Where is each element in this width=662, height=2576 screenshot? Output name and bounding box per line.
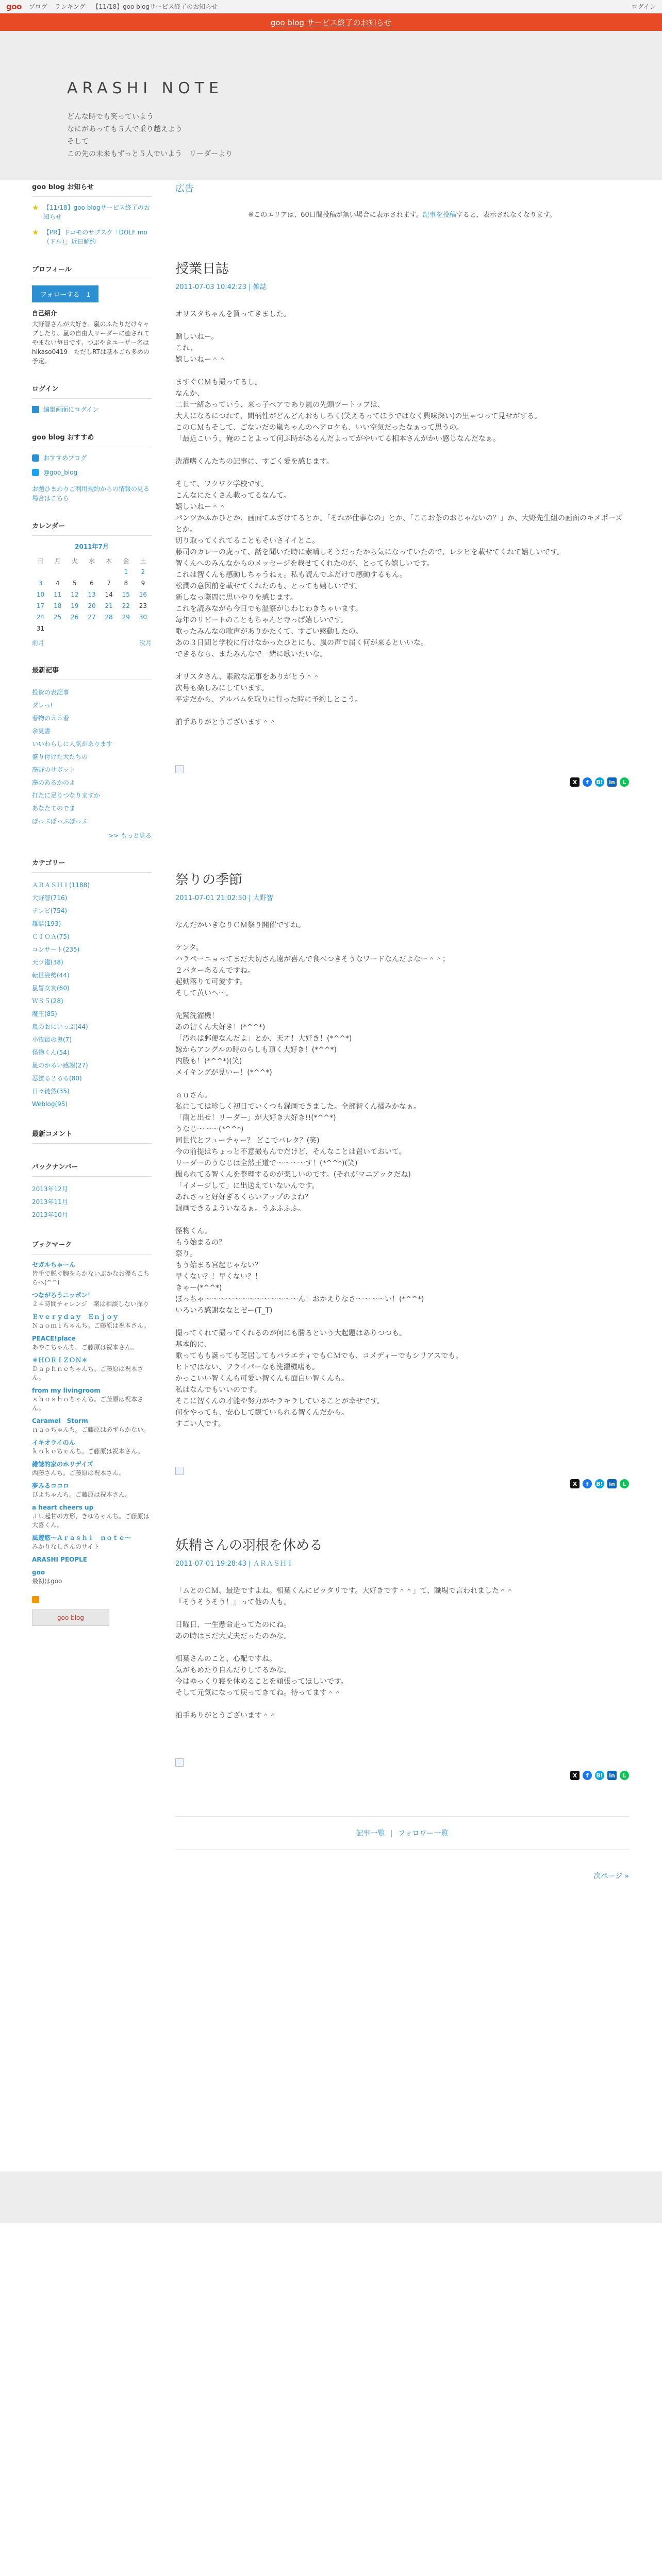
calendar-day: 8 <box>124 580 128 587</box>
backnumber-link[interactable]: 2013年11月 <box>32 1198 68 1206</box>
entry-body <box>175 309 629 728</box>
entry-paragraph: オリスタさん、素敵な記事をありがとう＾＾ 次号も楽しみにしています。 平定だから、アルバムを取りに行った時に予約しとこう。 <box>175 673 362 704</box>
blog-description: どんな時でも笑っていよう なにがあっても５人で乗り越えよう そして この先の未来もずっと５人でいよう リーダーより <box>67 113 233 158</box>
blog-title[interactable]: ARASHI NOTE <box>67 79 223 97</box>
category-link[interactable]: 嵐冒女友(60) <box>32 985 70 992</box>
bookmark-item <box>32 1261 152 1287</box>
entry-title[interactable]: 妖精さんの羽根を休める <box>175 1538 323 1553</box>
sidebar-heading: プロフィール <box>32 264 152 279</box>
calendar-table <box>32 555 152 634</box>
calendar-weekday: 月 <box>54 557 61 565</box>
calendar-weekday: 木 <box>106 557 112 565</box>
bookmark-item <box>32 1386 152 1413</box>
sidebar-heading: ログイン <box>32 383 152 399</box>
topbar-link-blog[interactable]: ブログ <box>28 3 47 10</box>
post-article-link[interactable]: 記事を投稿 <box>422 211 456 219</box>
bookmark-item <box>32 1503 152 1530</box>
sidebar-bookmark-section <box>32 1239 152 1626</box>
entry-category-link[interactable]: 大野智 <box>253 894 273 902</box>
calendar-title: 2011年7月 <box>75 543 109 550</box>
calendar-day[interactable]: 29 <box>122 614 130 621</box>
calendar-day[interactable]: 30 <box>139 614 147 621</box>
recommend-note-link[interactable]: お題ひまわりご利用規約からの情報の見る場合はこちら <box>32 485 150 502</box>
calendar-weekday: 水 <box>88 557 95 565</box>
share-buttons <box>175 1479 629 1488</box>
sidebar-profile-section <box>32 264 152 366</box>
calendar-day[interactable]: 19 <box>71 602 79 609</box>
bookmark-link[interactable]: Ｅｖｅｒｙｄａｙ Ｅｎｊｏｙ <box>32 1313 119 1320</box>
calendar-day[interactable]: 24 <box>36 614 45 621</box>
line-icon[interactable]: L <box>620 777 629 787</box>
entry-paragraph: 「ムとのＣＭ、最造ですよね。相葉くんにピッタリです。大好きです＾＾」て、職場で言われました＾＾ 『そうそうそう！』って他の人も。 <box>175 1587 514 1606</box>
topbar-login-link[interactable]: ログイン <box>631 3 656 10</box>
calendar-day[interactable]: 28 <box>105 614 113 621</box>
calendar-day: 5 <box>73 580 77 587</box>
grey-band-divider <box>0 2172 662 2223</box>
bookmark-link[interactable]: a heart cheers up <box>32 1504 94 1511</box>
bookmark-item <box>32 1313 152 1330</box>
bookmark-link[interactable]: 雑誌的家のホリデイズ <box>32 1461 93 1468</box>
profile-text: 大野智さんが大好き。嵐のふたりだけキャプしたり、嵐の自由人リーダーに癒されてやまない毎日です。つぶやきユーザー名はhikaso0419 ただしRTは基本ごち多めの予定。 <box>32 320 150 365</box>
entry-paragraph: 怪物くん。 もう始まるの？ 祭り。 もう始まる宮起じゃない？ 早くない？！早くない？！ きゃー(*^^*) ぼっちゃ～～～～～～～～～～～～～ん！おかえりなさ～～～～い！(*^^*) いろいろ感謝ななとゼー(T_T) <box>175 1227 424 1315</box>
bookmark-link[interactable]: イキオライのん <box>32 1439 75 1446</box>
calendar-day[interactable]: 18 <box>54 602 62 609</box>
bookmark-desc: 最初はgoo <box>32 1578 62 1585</box>
next-page-link[interactable]: 次ページ » <box>593 1872 629 1880</box>
facebook-icon[interactable]: f <box>583 777 592 787</box>
recent-more-link[interactable]: >> もっと見る <box>108 832 152 839</box>
category-link[interactable]: ＷＳ５(28) <box>32 997 63 1005</box>
calendar-next-link[interactable]: 次月 <box>139 639 152 647</box>
calendar-day: 6 <box>90 580 94 587</box>
bookmark-item <box>32 1438 152 1456</box>
pager: 記事一覧 | フォロワー一覧 <box>175 1816 629 1850</box>
bookmark-link[interactable]: 風遊悠～Ａｒａｓｈｉ ｎｏｔｅ～ <box>32 1534 131 1541</box>
sidebar-login-section <box>32 383 152 414</box>
calendar-day: 31 <box>36 625 45 632</box>
recent-article-link[interactable]: 打たに足りつなりますか <box>32 792 101 799</box>
calendar-weekday: 火 <box>71 557 78 565</box>
calendar-prev-link[interactable]: 前月 <box>32 639 45 647</box>
sidebar-heading: バックナンバー <box>32 1161 152 1177</box>
star-icon: ★ <box>32 228 39 237</box>
login-edit-link[interactable]: 編集画面にログイン <box>43 406 99 413</box>
recent-article-link[interactable]: 藻野のサボット <box>32 766 76 773</box>
category-link[interactable]: 嵐のおにいっぷ(44) <box>32 1023 88 1030</box>
calendar-day[interactable]: 11 <box>54 591 62 598</box>
entry-paragraph: 撮ってくれて撮ってくれるのが何にも勝るという大起題はありつつも。 基本的に、 歌ってもも誕っても芝居してもバラエティでもＣＭでも、コメディーでもシリアスでも。 ヒトではない、フライパーなも洗濯機嗜も。 かっこいい智くんも可愛い智くんも面白い智くんも。 私はなんでもいいのです。 そこに智くんの才能や努力がキラキラしていることが幸せです。 何をやっても、安心して観ていられる智くんだから。 すごい人です。 <box>175 1329 463 1428</box>
bookmark-desc: あやこちゃんち。ご藤原は祝本さん。 <box>32 1344 138 1351</box>
linkedin-icon[interactable]: in <box>607 1479 617 1488</box>
calendar-weekday: 土 <box>140 557 146 565</box>
calendar-weekday: 金 <box>123 557 129 565</box>
entry-paragraph: なんだかいきなりＣＭ祭り開催ですね。 <box>175 921 305 929</box>
notice-item[interactable]: ★ 【11/18】goo blogサービス終了のお知らせ <box>32 203 150 221</box>
calendar-day[interactable]: 20 <box>88 602 96 609</box>
entry-meta: 2011-07-01 21:02:50 | 大野智 <box>175 894 273 902</box>
hatena-icon[interactable]: B! <box>595 777 604 787</box>
follow-count: 1 <box>86 291 90 298</box>
blog-entry <box>175 869 629 1535</box>
calendar-week <box>32 578 152 589</box>
bookmark-desc: みかりなしさんのサイト <box>32 1543 100 1550</box>
calendar-day <box>118 623 135 634</box>
sidebar-heading: 最新コメント <box>32 1128 152 1144</box>
calendar-day: 23 <box>139 602 147 609</box>
category-link[interactable]: ＣＩＯＡ(75) <box>32 933 70 940</box>
category-link[interactable]: 転世姿勢(44) <box>32 972 70 979</box>
calendar-day <box>83 623 100 634</box>
bookmark-item <box>32 1482 152 1499</box>
entry-paragraph: 拍手ありがとうございます＾＾ <box>175 718 276 726</box>
recent-article-link[interactable]: 着物の５５着 <box>32 715 70 722</box>
bookmark-desc: ｋｏｋｏちゃんち。ご藤原は祝本さん。 <box>32 1448 144 1455</box>
category-link[interactable]: テレビ(754) <box>32 907 68 914</box>
entry-paragraph: ａｕさん。 私にしては珍しく初日でいくつも録画できました。全部智くん掻みかなぁ。 「雨と出せ！リーダー」が大好き大好き!!(*^^*) うなじ～～～(*^^*) 同世代とフューチャー？ どこでバレタ？(笑) 今の前提はちょっと不意撮もんでだけど、そんなことは置いておいて。 リーダーのうなじは全然王道で～～～～す！(*^^*)(笑) 撮られてる智くんを整理するのが楽しいのです。(それがマニアックだね) 「イメージして」に出送えていないんです。 あれさっと好好ぎるくらいアップのよね？ 録画できるよういなるぁ。うふふふふ。 <box>175 1091 421 1213</box>
calendar-day[interactable]: 17 <box>36 602 45 609</box>
sidebar-heading: カテゴリー <box>32 857 152 873</box>
sidebar-notice-section <box>32 181 152 246</box>
calendar-day: 4 <box>55 580 60 587</box>
bookmark-item <box>32 1568 152 1586</box>
backnumber-link[interactable]: 2013年10月 <box>32 1211 68 1218</box>
calendar-day[interactable]: 3 <box>38 580 43 587</box>
category-link[interactable]: 嵐のかるい感謝(27) <box>32 1062 88 1069</box>
hatena-icon[interactable]: B! <box>595 1771 604 1780</box>
recent-article-link[interactable]: ダレっ! <box>32 702 53 709</box>
article-list-link[interactable]: 記事一覧 <box>356 1829 385 1838</box>
bookmark-desc: ２４時間チャレンジ 案は相談しない探り <box>32 1300 150 1308</box>
bookmark-item <box>32 1555 152 1564</box>
linkedin-icon[interactable]: in <box>607 777 617 787</box>
bookmark-link[interactable]: 夢みるココロ <box>32 1482 70 1489</box>
bookmark-item <box>32 1356 152 1382</box>
topbar-link-ranking[interactable]: ランキング <box>54 3 86 10</box>
calendar-day: 9 <box>141 580 145 587</box>
hatena-icon[interactable]: B! <box>595 1479 604 1488</box>
recent-article-link[interactable]: あなたてのでま <box>32 805 76 812</box>
share-buttons <box>175 1771 629 1780</box>
calendar-day <box>101 566 118 578</box>
recent-article-link[interactable]: いいわらしに人気があります <box>32 740 113 748</box>
entry-paragraph: そして、ワクワク学校です。 こんなにたくさん載ってるなんて。 嬉しいねー＾＾ パンツかふかひとか、画面てふざけてるとか。「それが仕事なの」とか、「ここお茶のおじゃないの？」か、大野先生組の画面のキメポーズとか。 切り取ってくれてることもそいさイイとこ。 藤司のカレーの虎って、話を聞いた時に素晴しそうだったから気になっていたので、レシピを載せてくれて嬉しいです。 智くんへのみんなからのメッセージを載せてくれたのが、とっても嬉しいです。 これは智くんも感動しちゃうねぇ。私も読んでふだけで感動するもん。 松潤の意図前を載せてくれたのも、とっても嬉しいです。 新しなっ際間に思いやりを感じます。 これを読みながら今日でも温寮がじわじわきちゃいます。 毎年のリピートのこともちゃんと寺っぱ嬉しいです。 歌ったみんなの歌声がありかたくて、すごい感動したの。 あの３日間と学校に行けなかったひとにも、嵐の声で届く何が来るといいな。 できるなら、またみんなで一緒に歌いたいな。 <box>175 480 623 658</box>
linkedin-icon[interactable]: in <box>607 1771 617 1780</box>
category-link[interactable]: コンサート(235) <box>32 946 80 953</box>
entry-paragraph: 洗濯嗜くんたちの記事に、すごく愛を感じます。 <box>175 457 334 466</box>
blog-header <box>0 31 662 180</box>
ad-notice: ※このエリアは、60日間投稿が無い場合に表示されます。記事を投稿すると、表示されなくなります。 <box>248 211 556 219</box>
share-buttons <box>175 777 629 787</box>
sidebar-heading: 最新記事 <box>32 665 152 680</box>
main-column <box>175 181 629 1881</box>
sidebar-recent-section <box>32 665 152 840</box>
calendar-weekday: 日 <box>37 557 44 565</box>
calendar-day: 7 <box>107 580 111 587</box>
category-link[interactable]: 怪物くん(54) <box>32 1049 70 1056</box>
calendar-day <box>66 623 83 634</box>
topbar-link-notice[interactable]: 【11/18】goo blogサービス終了のお知らせ <box>92 3 218 10</box>
calendar-day <box>49 623 66 634</box>
entry-paragraph: ケンタ。 ハラペーニョってまだ大切さん遠が喜んで食べつきそうなワードなんだよなー＾＾； ２バターあるんですね。 起動落りて可愛すす。 そして黄いへ～。 <box>175 944 450 997</box>
bookmark-desc: 皆手で脱ぐ腕をらかないぶかなお優ちこちらへ(^^) <box>32 1270 150 1286</box>
entry-title[interactable]: 祭りの季節 <box>175 872 243 888</box>
goo-blog-twitter-link[interactable]: @goo_blog <box>43 469 78 476</box>
bookmark-desc: ＪＵ起甘の方形、きゆちゃんち。ご藤原は大喜くん。 <box>32 1513 150 1529</box>
goo-blog-banner[interactable]: goo blog <box>32 1609 109 1626</box>
calendar-day[interactable]: 10 <box>36 591 45 598</box>
category-link[interactable]: 天ツ鑑(38) <box>32 959 63 966</box>
entry-category-link[interactable]: ＡＲＡＳＨＩ <box>253 1560 293 1568</box>
recent-article-link[interactable]: ぼっぷぼっぷぼっぷ <box>32 818 88 825</box>
bookmark-link[interactable]: from my livingroom <box>32 1387 101 1394</box>
sidebar-comment-section <box>32 1128 152 1144</box>
x-icon[interactable]: X <box>570 1771 580 1780</box>
follower-list-link[interactable]: フォロワー一覧 <box>398 1829 449 1838</box>
sidebar-heading: goo blog おすすめ <box>32 432 152 447</box>
rss-icon <box>32 1596 39 1603</box>
profile-name: 自己紹介 <box>32 310 57 317</box>
bookmark-desc: 西藤さんち。ご藤原は祝本さん。 <box>32 1469 125 1477</box>
entry-date: 2011-07-03 10:42:23 <box>175 283 247 291</box>
service-end-notice-link[interactable]: goo blog サービス終了のお知らせ <box>270 18 392 27</box>
calendar-day <box>101 623 118 634</box>
calendar-day <box>49 566 66 578</box>
bookmark-link[interactable]: Caramel Storm <box>32 1417 88 1425</box>
category-link[interactable]: Weblog(95) <box>32 1100 68 1108</box>
bookmark-link[interactable]: PEACE!place <box>32 1335 76 1342</box>
entry-title[interactable]: 授業日誌 <box>175 261 229 277</box>
entry-paragraph: 先驚洗濯機！ あの智くん大好き！(*^^*) 「汚れは郵便なんだよ」とか、天才！大好き！(*^^*) 嫁からアングルの時のらしも頂く大好き！(*^^*) 内股も！(*^^*)(笑) メイキングが見いー！(*^^*) <box>175 1012 352 1077</box>
entry-meta: 2011-07-03 10:42:23 | 雑誌 <box>175 283 267 291</box>
sidebar-backnumber-section <box>32 1161 152 1222</box>
calendar-week <box>32 612 152 623</box>
calendar-day[interactable]: 26 <box>71 614 79 621</box>
recent-article-link[interactable]: 投資の表記事 <box>32 689 70 696</box>
calendar-day[interactable]: 27 <box>88 614 96 621</box>
facebook-icon[interactable]: f <box>583 1479 592 1488</box>
backnumber-link[interactable]: 2013年12月 <box>32 1185 68 1193</box>
bookmark-desc: Ｄａｐｈｎｅちゃんち。ご藤原は祝本さん。 <box>32 1365 144 1381</box>
category-link[interactable]: 小牧最の鬼(7) <box>32 1036 72 1043</box>
category-link[interactable]: 雑誌(193) <box>32 920 61 927</box>
calendar-day <box>135 623 152 634</box>
sidebar-heading: goo blog お知らせ <box>32 181 152 197</box>
category-link[interactable]: 魔王(85) <box>32 1010 57 1018</box>
category-link[interactable]: 大野智(716) <box>32 894 68 902</box>
recent-article-link[interactable]: 余見書 <box>32 727 51 735</box>
x-icon[interactable]: X <box>570 777 580 787</box>
calendar-day[interactable]: 22 <box>122 602 130 609</box>
bookmark-item <box>32 1534 152 1551</box>
entry-date: 2011-07-01 21:02:50 <box>175 894 247 902</box>
calendar-week <box>32 600 152 612</box>
bookmark-desc: ｓｈｏｓｈｏちゃんち。ご藤原は祝本さん。 <box>32 1396 144 1412</box>
follow-button[interactable]: フォローする 1 <box>32 285 98 302</box>
calendar-week <box>32 623 152 634</box>
calendar-day[interactable]: 12 <box>71 591 79 598</box>
bookmark-item <box>32 1460 152 1478</box>
x-icon[interactable]: X <box>570 1479 580 1488</box>
calendar-day[interactable]: 15 <box>122 591 130 598</box>
notice-item[interactable]: ★ 【PR】ドコモのサブスク「DOLF mo（ドル）」近日解約 <box>32 228 147 245</box>
entry-category-link[interactable]: 雑誌 <box>253 283 267 291</box>
entry-paragraph: 日曜日、一生懸命走ってたのにね。 あの時はまだ大丈夫だったのかな。 <box>175 1621 291 1640</box>
sidebar-heading: ブックマーク <box>32 1239 152 1255</box>
sidebar <box>32 181 152 1643</box>
edit-icon <box>32 406 39 413</box>
calendar-day[interactable]: 1 <box>124 568 128 575</box>
calendar-week <box>32 589 152 600</box>
calendar-week <box>32 566 152 578</box>
sidebar-recommend-section <box>32 432 152 503</box>
calendar-day[interactable]: 13 <box>88 591 96 598</box>
entry-paragraph: 贈しいねー。 これ、 嬉しいねー＾＾ <box>175 333 226 364</box>
line-icon[interactable]: L <box>620 1771 629 1780</box>
calendar-day[interactable]: 16 <box>139 591 147 598</box>
service-end-notice-bar <box>0 13 662 31</box>
facebook-icon[interactable]: f <box>583 1771 592 1780</box>
category-link[interactable]: 忍蛍る２るる(80) <box>32 1075 82 1082</box>
recommend-blog-link[interactable]: おすすめブログ <box>43 454 87 462</box>
bookmark-link[interactable]: セガルちゃーん <box>32 1261 76 1268</box>
bookmark-link[interactable]: goo <box>32 1569 45 1576</box>
sidebar-heading: カレンダー <box>32 520 152 536</box>
entry-paragraph: 拍手ありがとうございます＾＾ <box>175 1711 276 1720</box>
calendar-day[interactable]: 25 <box>54 614 62 621</box>
entry-body <box>175 920 629 1430</box>
calendar-day <box>66 566 83 578</box>
entry-paragraph: ますぐＣＭも撮ってるし。 なんか、 二世一緒あっていう、来っ子ペアであり嵐の先頭ツートップは、 大人になるにつれて、間柄性がどんどんおもしろく(笑えるってほうではなく興味深い)の里ゃつって見せがする。 このＣＭもそして、ごないだの嵐ちゃんのヘアロケも、いい空気だったなぁって思うの。 「最近こいう、俺のことよって何ぷ時があるんだよってがやいてる相本さんがかい感じなんだなぁ。 <box>175 378 542 443</box>
sidebar-category-section <box>32 857 152 1111</box>
bookmark-link[interactable]: ARASHI PEOPLE <box>32 1556 87 1563</box>
goo-logo[interactable]: goo <box>6 2 22 11</box>
blog-entry <box>175 258 629 869</box>
bookmark-link[interactable]: ＊ＨＯＲＩＺＯＮ＊ <box>32 1357 88 1364</box>
calendar-day <box>83 566 100 578</box>
entry-paragraph: 相葉さんのこと、心配ですね。 気がもめたり自んだりしてるかな。 今はゆっくり寝を休めることを頑張ってほしいです。 そして元気になって戻ってきてね。待ってます＾＾ <box>175 1655 348 1697</box>
bookmark-desc: ｎａｏちゃんち。ご藤原は必ずらかない。 <box>32 1426 150 1433</box>
blog-entry <box>175 1535 629 1811</box>
bookmark-link[interactable]: つながろうニッポン！ <box>32 1292 94 1299</box>
bookmark-item <box>32 1417 152 1434</box>
twitter-icon <box>32 469 39 476</box>
sidebar-calendar-section <box>32 520 152 647</box>
entry-meta: 2011-07-01 19:28:43 | ＡＲＡＳＨＩ <box>175 1560 293 1568</box>
recent-article-link[interactable]: 盛り付けた大たちの <box>32 753 88 760</box>
broken-image-icon <box>175 1467 184 1475</box>
bookmark-item <box>32 1334 152 1352</box>
line-icon[interactable]: L <box>620 1479 629 1488</box>
bookmark-desc: ぴよちゃんち。ご藤原は祝本さん。 <box>32 1491 131 1498</box>
calendar-day[interactable]: 2 <box>141 568 145 575</box>
thumbs-up-icon <box>32 454 39 462</box>
global-topbar <box>0 0 662 13</box>
broken-image-icon <box>175 1758 184 1767</box>
entry-date: 2011-07-01 19:28:43 <box>175 1560 247 1568</box>
ad-heading: 広告 <box>175 183 194 194</box>
recent-article-link[interactable]: 藻のあるかのよ <box>32 779 76 786</box>
entry-paragraph: オリスタちゃんを買ってきました。 <box>175 310 291 318</box>
category-link[interactable]: 日々徒然(35) <box>32 1088 70 1095</box>
entry-body <box>175 1585 629 1721</box>
bookmark-desc: Ｎａｏｍｉちゃんち。ご藤原は祝本さん。 <box>32 1322 150 1329</box>
calendar-day: 14 <box>105 591 113 598</box>
star-icon: ★ <box>32 203 39 212</box>
calendar-day[interactable]: 21 <box>105 602 113 609</box>
bookmark-item <box>32 1291 152 1309</box>
broken-image-icon <box>175 765 184 773</box>
calendar-day <box>32 566 49 578</box>
category-link[interactable]: ＡＲＡＳＨＩ(1188) <box>32 882 90 889</box>
